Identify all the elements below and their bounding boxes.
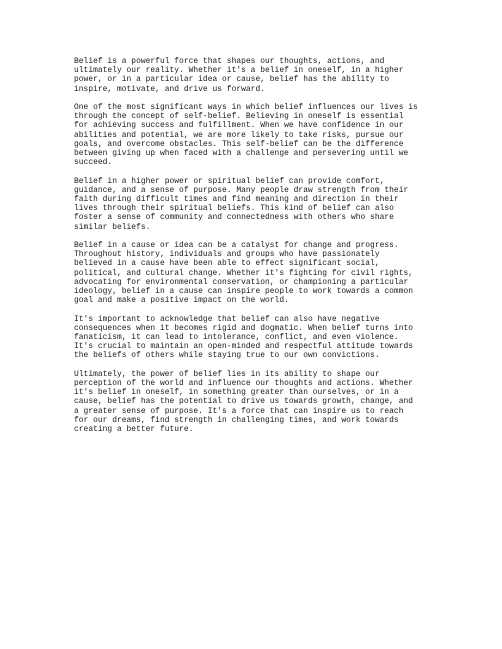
- document-body: [74, 57, 419, 443]
- paragraph-6: Ultimately, the power of belief lies in its ability to shape our perception of the world and influence our thoughts and actions. Whether it's belief in oneself, in something greater than ourselves, or in a cause, belief has the potential to drive us towards growth, change, and a greater sense of purpose. It's a force that can inspire us to reach for our dreams, find strength in challenging times, and work towards creating a better future.: [74, 369, 414, 435]
- paragraph-3: Belief in a higher power or spiritual belief can provide comfort, guidance, and a sense of purpose. Many people draw strength from their faith during difficult times and find meaning and direction in their lives through their spiritual beliefs. This kind of belief can also foster a sense of community and connectedness with others who share similar beliefs.: [74, 176, 409, 232]
- paragraph-2: One of the most significant ways in which belief influences our lives is through the concept of self-belief. Believing in oneself is essential for achieving success and fulfillment. When we have confidence in our abilities and potential, we are more likely to take risks, pursue our goals, and overcome obstacles. This self-belief can be the difference between giving up when faced with a challenge and persevering until we succeed.: [74, 103, 418, 168]
- paragraph-5: It's important to acknowledge that belief can also have negative consequences when it becomes rigid and dogmatic. When belief turns into fanaticism, it can lead to intolerance, conflict, and even violence. It's crucial to maintain an open-minded and respectful attitude towards the beliefs of others while staying true to our own convictions.: [74, 314, 414, 361]
- paragraph-1: Belief is a powerful force that shapes our thoughts, actions, and ultimately our reality. Whether it's a belief in oneself, in a higher power, or in a particular idea or cause, belief has the ability to inspire, motivate, and drive us forward.: [74, 57, 404, 94]
- paragraph-4: Belief in a cause or idea can be a catalyst for change and progress. Throughout history, individuals and groups who have passionately believed in a cause have been able to effect significant social, political, and cultural change. Whether it's fighting for civil rights, advocating for environmental conservation, or championing a particular ideology, belief in a cause can inspire people to work towards a common goal and make a positive impact on the world.: [74, 241, 414, 306]
